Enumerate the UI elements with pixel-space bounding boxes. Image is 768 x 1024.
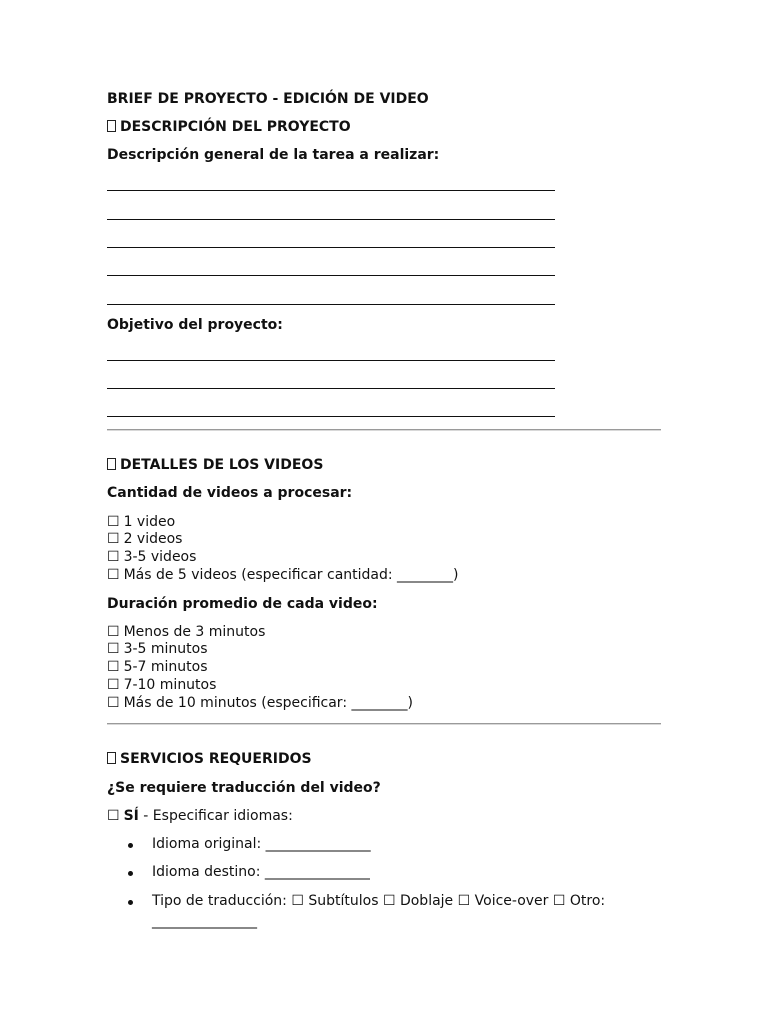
- section-heading-descripcion: DESCRIPCIÓN DEL PROYECTO: [107, 119, 351, 135]
- checkbox-icon[interactable]: ☐: [107, 567, 120, 583]
- bullet-icon: [128, 900, 133, 905]
- answer-line[interactable]: [107, 304, 555, 305]
- bullet-icon: [128, 871, 133, 876]
- question-descripcion: Descripción general de la tarea a realizar:: [107, 147, 440, 163]
- answer-line[interactable]: [107, 360, 555, 361]
- checkbox-icon[interactable]: ☐: [107, 514, 120, 530]
- checkbox-icon[interactable]: ☐: [107, 549, 120, 565]
- question-duracion: Duración promedio de cada video:: [107, 596, 378, 612]
- question-traduccion: ¿Se requiere traducción del video?: [107, 780, 381, 796]
- missing-glyph-icon: [107, 458, 116, 470]
- checkbox-icon[interactable]: ☐: [107, 641, 120, 657]
- checkbox-icon[interactable]: ☐: [291, 893, 304, 909]
- checkbox-icon[interactable]: ☐: [107, 659, 120, 675]
- section-heading-detalles: DETALLES DE LOS VIDEOS: [107, 457, 323, 473]
- checkbox-option[interactable]: ☐ Más de 10 minutos (especificar: ________): [107, 695, 413, 711]
- section-divider: [107, 429, 661, 431]
- question-cantidad: Cantidad de videos a procesar:: [107, 485, 353, 501]
- checkbox-option-si[interactable]: [107, 808, 293, 824]
- checkbox-option[interactable]: ☐ 3-5 videos: [107, 549, 197, 565]
- answer-line[interactable]: [107, 416, 555, 417]
- checkbox-icon[interactable]: ☐: [107, 531, 120, 547]
- checkbox-icon[interactable]: ☐: [552, 893, 566, 909]
- checkbox-option[interactable]: ☐ 1 video: [107, 514, 176, 530]
- checkbox-icon[interactable]: ☐: [382, 893, 396, 909]
- checkbox-icon[interactable]: ☐: [107, 808, 120, 824]
- missing-glyph-icon: [107, 120, 116, 132]
- idioma-original-field[interactable]: Idioma original: _______________: [152, 836, 371, 852]
- section-heading-servicios: SERVICIOS REQUERIDOS: [107, 751, 312, 767]
- idioma-destino-field[interactable]: Idioma destino: _______________: [152, 864, 370, 880]
- checkbox-option[interactable]: ☐ 5-7 minutos: [107, 659, 208, 675]
- answer-line[interactable]: [107, 247, 555, 248]
- section-divider: [107, 723, 661, 725]
- checkbox-option[interactable]: ☐ 7-10 minutos: [107, 677, 217, 693]
- checkbox-icon[interactable]: ☐: [107, 624, 120, 640]
- checkbox-icon[interactable]: ☐: [107, 695, 120, 711]
- otro-blank-field[interactable]: _______________: [152, 913, 257, 929]
- question-objetivo: Objetivo del proyecto:: [107, 317, 283, 333]
- checkbox-option[interactable]: ☐ 3-5 minutos: [107, 641, 208, 657]
- document-title: BRIEF DE PROYECTO - EDICIÓN DE VIDEO: [107, 91, 429, 107]
- tipo-traduccion-line: Tipo de traducción: ☐ Subtítulos ☐ Doblaje ☐ Voice-over ☐ Otro:: [152, 893, 606, 909]
- checkbox-option[interactable]: ☐ Menos de 3 minutos: [107, 624, 266, 640]
- si-label: SÍ: [123, 808, 139, 824]
- answer-line[interactable]: [107, 219, 555, 220]
- missing-glyph-icon: [107, 752, 116, 764]
- answer-line[interactable]: [107, 190, 555, 191]
- checkbox-icon[interactable]: ☐: [457, 893, 471, 909]
- answer-line[interactable]: [107, 275, 555, 276]
- bullet-icon: [128, 843, 133, 848]
- answer-line[interactable]: [107, 388, 555, 389]
- checkbox-option[interactable]: ☐ 2 videos: [107, 531, 183, 547]
- checkbox-icon[interactable]: ☐: [107, 677, 120, 693]
- checkbox-option[interactable]: ☐ Más de 5 videos (especificar cantidad: ________): [107, 567, 459, 583]
- si-suffix: - Especificar idiomas:: [138, 808, 293, 824]
